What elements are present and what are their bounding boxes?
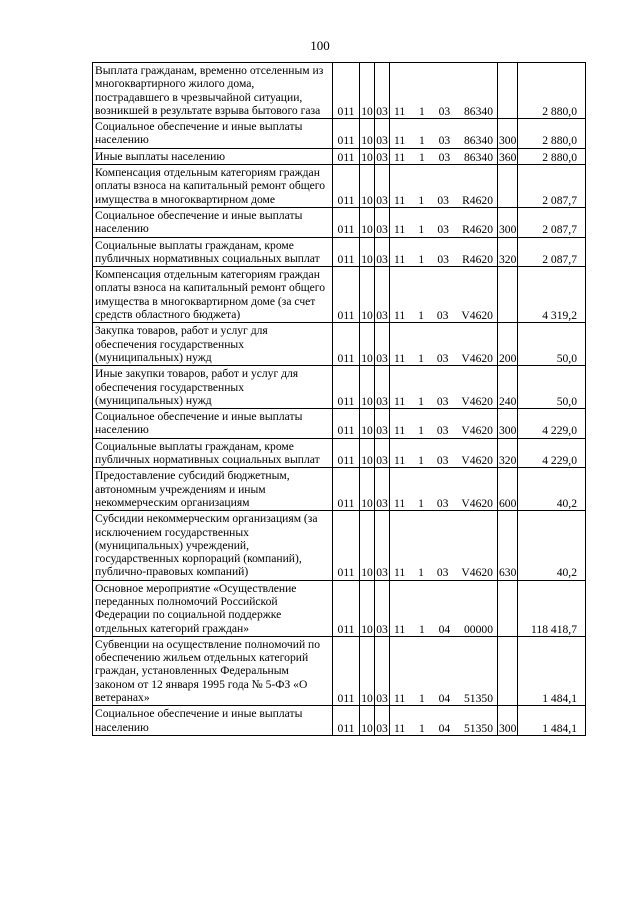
budget-table	[92, 62, 586, 736]
row-subprogram-code: 1	[418, 566, 424, 580]
row-subsection-code: 03	[375, 636, 390, 705]
row-target-article	[390, 119, 498, 149]
row-program-code: 11	[394, 622, 406, 636]
row-section-code: 10	[360, 366, 375, 409]
row-subprogram-code: 1	[418, 692, 425, 706]
row-program-code: 11	[394, 104, 406, 118]
row-sum: 40,2	[518, 468, 586, 511]
row-event-code: 03	[436, 496, 449, 510]
row-section-code: 10	[360, 237, 375, 267]
row-expense-type	[498, 636, 518, 705]
row-name: Социальное обеспечение и иные выплаты населению	[93, 119, 333, 149]
row-ministry-code: 011	[333, 323, 360, 366]
row-ministry-code: 011	[333, 165, 360, 208]
row-subprogram-code: 1	[418, 309, 424, 323]
row-name: Социальное обеспечение и иные выплаты населению	[93, 706, 333, 736]
row-subsection-code: 03	[375, 438, 390, 468]
row-expense-type: 360	[498, 148, 518, 164]
row-target-article	[390, 438, 498, 468]
table-row	[93, 438, 586, 468]
row-section-code: 10	[360, 165, 375, 208]
row-section-code: 10	[360, 468, 375, 511]
row-name: Закупка товаров, работ и услуг для обеспечения государственных (муниципальных) нужд	[93, 323, 333, 366]
row-sum: 2 880,0	[518, 63, 586, 119]
row-target-article	[390, 468, 498, 511]
row-subsection-code: 03	[375, 580, 390, 636]
row-target-article	[390, 706, 498, 736]
row-ministry-code: 011	[333, 237, 360, 267]
row-section-code: 10	[360, 323, 375, 366]
row-direction-code: 86340	[464, 150, 493, 164]
budget-table-body	[93, 63, 586, 736]
row-ministry-code: 011	[333, 636, 360, 705]
row-ministry-code: 011	[333, 267, 360, 323]
row-subprogram-code: 1	[418, 622, 425, 636]
row-program-code: 11	[394, 351, 406, 365]
row-expense-type: 240	[498, 366, 518, 409]
table-row	[93, 409, 586, 439]
row-expense-type	[498, 63, 518, 119]
row-name: Субвенции на осуществление полномочий по обеспечению жильем отдельных категорий граждан, установленных Федеральным законом от 12 января 1995 года № 5-ФЗ «О ветеранах»	[93, 636, 333, 705]
row-name: Социальное обеспечение и иные выплаты населению	[93, 409, 333, 439]
table-row	[93, 267, 586, 323]
row-subsection-code: 03	[375, 511, 390, 580]
row-direction-code: R4620	[462, 193, 493, 207]
row-event-code: 03	[436, 454, 449, 468]
row-program-code: 11	[394, 193, 406, 207]
row-name: Иные закупки товаров, работ и услуг для обеспечения государственных (муниципальных) нужд	[93, 366, 333, 409]
row-ministry-code: 011	[333, 438, 360, 468]
row-subsection-code: 03	[375, 165, 390, 208]
row-subprogram-code: 1	[418, 150, 425, 164]
row-target-article	[390, 511, 498, 580]
row-sum: 2 087,7	[518, 165, 586, 208]
row-program-code: 11	[394, 252, 406, 266]
row-program-code: 11	[394, 394, 406, 408]
row-expense-type	[498, 267, 518, 323]
table-row	[93, 636, 586, 705]
row-subprogram-code: 1	[418, 721, 425, 735]
row-name: Социальное обеспечение и иные выплаты населению	[93, 207, 333, 237]
row-event-code: 04	[438, 692, 451, 706]
row-name: Компенсация отдельным категориям граждан оплаты взноса на капитальный ремонт общего имущества в многоквартирном доме	[93, 165, 333, 208]
row-subsection-code: 03	[375, 366, 390, 409]
row-section-code: 10	[360, 706, 375, 736]
row-subprogram-code: 1	[418, 193, 425, 207]
row-section-code: 10	[360, 63, 375, 119]
row-ministry-code: 011	[333, 468, 360, 511]
row-ministry-code: 011	[333, 148, 360, 164]
row-program-code: 11	[394, 454, 406, 468]
row-direction-code: 51350	[464, 721, 493, 735]
row-program-code: 11	[394, 566, 406, 580]
row-ministry-code: 011	[333, 366, 360, 409]
row-direction-code: V4620	[461, 394, 493, 408]
row-sum: 2 087,7	[518, 237, 586, 267]
table-row	[93, 468, 586, 511]
row-target-article	[390, 148, 498, 164]
row-subprogram-code: 1	[418, 134, 425, 148]
row-sum: 2 880,0	[518, 119, 586, 149]
row-subsection-code: 03	[375, 148, 390, 164]
row-event-code: 03	[436, 424, 449, 438]
row-subsection-code: 03	[375, 267, 390, 323]
row-name: Предоставление субсидий бюджетным, автономным учреждениям и иным некоммерческим организациям	[93, 468, 333, 511]
row-subsection-code: 03	[375, 323, 390, 366]
table-row	[93, 165, 586, 208]
table-row	[93, 366, 586, 409]
row-sum: 4 319,2	[518, 267, 586, 323]
row-subprogram-code: 1	[418, 454, 424, 468]
row-event-code: 04	[438, 622, 451, 636]
row-subsection-code: 03	[375, 63, 390, 119]
row-direction-code: V4620	[461, 566, 493, 580]
row-event-code: 03	[436, 394, 449, 408]
row-sum: 40,2	[518, 511, 586, 580]
row-expense-type: 300	[498, 119, 518, 149]
row-name: Субсидии некоммерческим организациям (за исключением государственных (муниципальных) учреждений, государственных корпораций (компаний), публично-правовых компаний)	[93, 511, 333, 580]
row-event-code: 03	[438, 150, 451, 164]
row-ministry-code: 011	[333, 409, 360, 439]
row-expense-type: 630	[498, 511, 518, 580]
row-program-code: 11	[394, 134, 406, 148]
row-direction-code: V4620	[461, 351, 493, 365]
table-row	[93, 511, 586, 580]
table-row	[93, 148, 586, 164]
row-direction-code: R4620	[462, 223, 493, 237]
row-expense-type: 300	[498, 207, 518, 237]
row-subsection-code: 03	[375, 119, 390, 149]
row-event-code: 03	[436, 566, 449, 580]
row-subprogram-code: 1	[418, 496, 424, 510]
row-expense-type: 300	[498, 706, 518, 736]
row-name: Выплата гражданам, временно отселенным из многоквартирного жилого дома, пострадавшего в чрезвычайной ситуации, возникшей в результате взрыва бытового газа	[93, 63, 333, 119]
row-section-code: 10	[360, 267, 375, 323]
row-name: Иные выплаты населению	[93, 148, 333, 164]
row-target-article	[390, 267, 498, 323]
row-target-article	[390, 366, 498, 409]
row-target-article	[390, 237, 498, 267]
row-name: Социальные выплаты гражданам, кроме публичных нормативных социальных выплат	[93, 237, 333, 267]
row-target-article	[390, 165, 498, 208]
row-expense-type: 320	[498, 237, 518, 267]
row-expense-type: 200	[498, 323, 518, 366]
row-program-code: 11	[394, 223, 406, 237]
row-section-code: 10	[360, 511, 375, 580]
row-event-code: 03	[436, 309, 449, 323]
row-target-article	[390, 323, 498, 366]
row-ministry-code: 011	[333, 706, 360, 736]
row-section-code: 10	[360, 409, 375, 439]
row-sum: 2 087,7	[518, 207, 586, 237]
row-program-code: 11	[394, 721, 406, 735]
row-subprogram-code: 1	[418, 223, 425, 237]
row-direction-code: V4620	[461, 454, 493, 468]
row-expense-type: 320	[498, 438, 518, 468]
row-direction-code: 00000	[464, 622, 493, 636]
row-ministry-code: 011	[333, 580, 360, 636]
row-subsection-code: 03	[375, 468, 390, 511]
row-name: Компенсация отдельным категориям граждан оплаты взноса на капитальный ремонт общего имущества в многоквартирном доме (за счет средств областного бюджета)	[93, 267, 333, 323]
row-direction-code: V4620	[461, 424, 493, 438]
row-expense-type: 600	[498, 468, 518, 511]
row-sum: 118 418,7	[518, 580, 586, 636]
row-expense-type	[498, 165, 518, 208]
row-ministry-code: 011	[333, 207, 360, 237]
table-row	[93, 580, 586, 636]
row-subsection-code: 03	[375, 207, 390, 237]
row-target-article	[390, 580, 498, 636]
row-target-article	[390, 207, 498, 237]
row-section-code: 10	[360, 636, 375, 705]
row-subprogram-code: 1	[418, 394, 424, 408]
row-target-article	[390, 409, 498, 439]
table-row	[93, 119, 586, 149]
row-subprogram-code: 1	[418, 351, 424, 365]
row-ministry-code: 011	[333, 63, 360, 119]
row-direction-code: 51350	[464, 692, 493, 706]
row-direction-code: V4620	[461, 496, 493, 510]
row-subsection-code: 03	[375, 706, 390, 736]
row-target-article	[390, 636, 498, 705]
table-row	[93, 706, 586, 736]
row-event-code: 03	[437, 193, 449, 207]
row-event-code: 03	[438, 134, 451, 148]
row-name: Основное мероприятие «Осуществление переданных полномочий Российской Федерации по социальной поддержке отдельных категорий граждан»	[93, 580, 333, 636]
row-program-code: 11	[394, 496, 406, 510]
table-row	[93, 323, 586, 366]
row-subsection-code: 03	[375, 237, 390, 267]
row-expense-type	[498, 580, 518, 636]
row-subprogram-code: 1	[418, 252, 425, 266]
row-program-code: 11	[394, 692, 406, 706]
table-row	[93, 207, 586, 237]
row-sum: 2 880,0	[518, 148, 586, 164]
row-ministry-code: 011	[333, 119, 360, 149]
row-program-code: 11	[394, 309, 406, 323]
row-section-code: 10	[360, 438, 375, 468]
row-direction-code: R4620	[462, 252, 493, 266]
row-direction-code: 86340	[464, 134, 493, 148]
row-expense-type: 300	[498, 409, 518, 439]
row-event-code: 03	[437, 223, 449, 237]
row-sum: 1 484,1	[518, 706, 586, 736]
table-row	[93, 63, 586, 119]
row-subsection-code: 03	[375, 409, 390, 439]
row-sum: 4 229,0	[518, 438, 586, 468]
row-sum: 4 229,0	[518, 409, 586, 439]
page-number: 100	[310, 38, 330, 53]
row-section-code: 10	[360, 580, 375, 636]
row-sum: 50,0	[518, 366, 586, 409]
row-event-code: 03	[436, 351, 449, 365]
row-subprogram-code: 1	[418, 424, 424, 438]
row-section-code: 10	[360, 207, 375, 237]
row-event-code: 03	[437, 252, 449, 266]
row-section-code: 10	[360, 119, 375, 149]
row-ministry-code: 011	[333, 511, 360, 580]
row-program-code: 11	[394, 150, 406, 164]
row-subprogram-code: 1	[418, 104, 425, 118]
row-sum: 1 484,1	[518, 636, 586, 705]
row-name: Социальные выплаты гражданам, кроме публичных нормативных социальных выплат	[93, 438, 333, 468]
row-sum: 50,0	[518, 323, 586, 366]
row-direction-code: 86340	[464, 104, 493, 118]
row-section-code: 10	[360, 148, 375, 164]
row-target-article	[390, 63, 498, 119]
row-direction-code: V4620	[461, 309, 493, 323]
row-program-code: 11	[394, 424, 406, 438]
row-event-code: 03	[438, 104, 451, 118]
table-row	[93, 237, 586, 267]
row-event-code: 04	[438, 721, 451, 735]
